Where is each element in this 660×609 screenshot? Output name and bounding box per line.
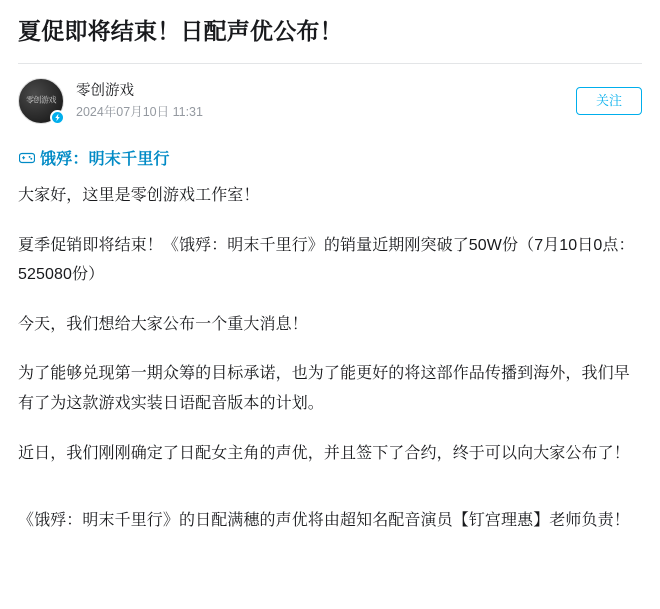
author-meta xyxy=(76,81,203,122)
paragraph-5: 近日，我们刚刚确定了日配女主角的声优，并且签下了合约，终于可以向大家公布了！ xyxy=(18,444,630,462)
follow-button[interactable]: 关注 xyxy=(576,87,642,115)
paragraph-1: 大家好，这里是零创游戏工作室！ xyxy=(18,187,260,205)
paragraph-2: 夏季促销即将结束！《饿殍：明末千里行》的销量近期刚突破了50W份（7月10日0点：525080份） xyxy=(18,236,635,284)
author-row xyxy=(18,64,642,138)
paragraph-4: 为了能够兑现第一期众筹的目标承诺，也为了能更好的将这部作品传播到海外，我们早有了为这款游戏实装日语配音版本的计划。 xyxy=(18,365,630,413)
verified-lightning-icon xyxy=(50,110,65,125)
post-timestamp: 2024年07月10日 11:31 xyxy=(76,104,203,119)
page-title: 夏促即将结束！日配声优公布！ xyxy=(18,18,343,44)
avatar[interactable] xyxy=(18,78,64,124)
game-tag-label[interactable]: 饿殍：明末千里行 xyxy=(40,151,170,169)
article-content xyxy=(18,138,642,536)
game-controller-icon xyxy=(18,149,35,166)
author-name[interactable]: 零创游戏 xyxy=(76,82,134,99)
avatar-text: 零创游戏 xyxy=(26,95,56,105)
paragraph-3: 今天，我们想给大家公布一个重大消息！ xyxy=(18,315,308,333)
game-tag[interactable] xyxy=(18,146,642,169)
paragraph-6: 《饿殍：明末千里行》的日配满穗的声优将由超知名配音演员【钉宫理惠】老师负责！ xyxy=(18,512,630,530)
